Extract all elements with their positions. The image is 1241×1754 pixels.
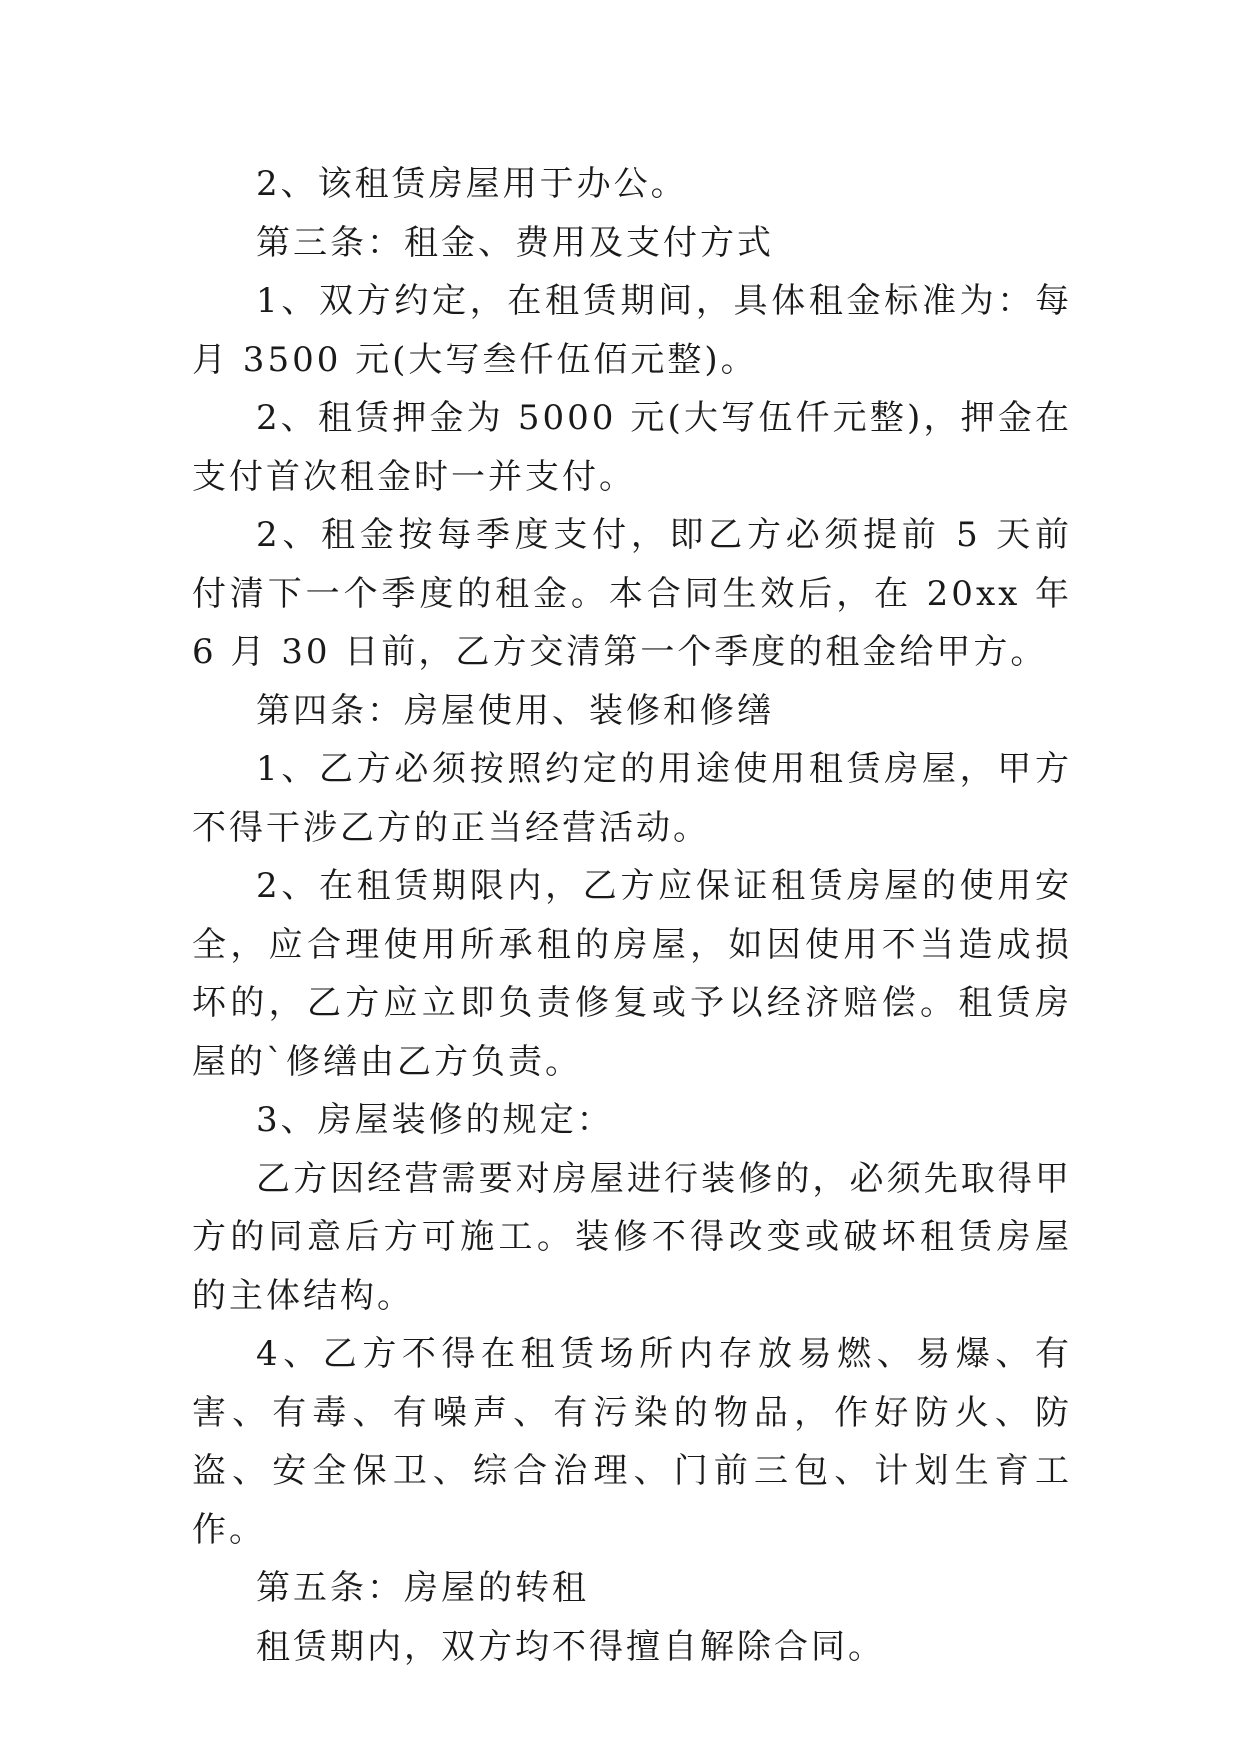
paragraph-renovation-consent: 乙方因经营需要对房屋进行装修的，必须先取得甲方的同意后方可施工。装修不得改变或破坏租赁房屋的主体结构。 <box>192 1158 1072 1316</box>
paragraph-no-termination: 租赁期内，双方均不得擅自解除合同。 <box>256 1626 885 1667</box>
paragraph-hazardous-items: 4、乙方不得在租赁场所内存放易燃、易爆、有害、有毒、有噪声、有污染的物品，作好防火、防盗、安全保卫、综合治理、门前三包、计划生育工作。 <box>192 1334 1072 1550</box>
paragraph-agreed-use: 1、乙方必须按照约定的用途使用租赁房屋，甲方不得干涉乙方的正当经营活动。 <box>192 749 1072 848</box>
paragraph-renovation-rules-heading: 3、房屋装修的规定： <box>256 1100 614 1140</box>
document-body <box>192 155 1072 1676</box>
paragraph-usage-office: 2、该租赁房屋用于办公。 <box>256 164 688 204</box>
paragraph-safety-repair: 2、在租赁期限内，乙方应保证租赁房屋的使用安全，应合理使用所承租的房屋，如因使用不当造成损坏的，乙方应立即负责修复或予以经济赔偿。租赁房屋的`修缮由乙方负责。 <box>192 866 1072 1082</box>
heading-article-3: 第三条：租金、费用及支付方式 <box>256 222 774 263</box>
paragraph-quarterly-payment: 2、租金按每季度支付，即乙方必须提前 5 天前付清下一个季度的租金。本合同生效后，在 20xx 年 6 月 30 日前，乙方交清第一个季度的租金给甲方。 <box>192 515 1072 672</box>
paragraph-rent-standard: 1、双方约定，在租赁期间，具体租金标准为：每月 3500 元(大写叁仟伍佰元整)。 <box>192 281 1072 380</box>
heading-article-5: 第五条：房屋的转租 <box>256 1568 589 1608</box>
heading-article-4: 第四条：房屋使用、装修和修缮 <box>256 690 774 731</box>
paragraph-deposit: 2、租赁押金为 5000 元(大写伍仟元整)，押金在支付首次租金时一并支付。 <box>192 398 1072 497</box>
